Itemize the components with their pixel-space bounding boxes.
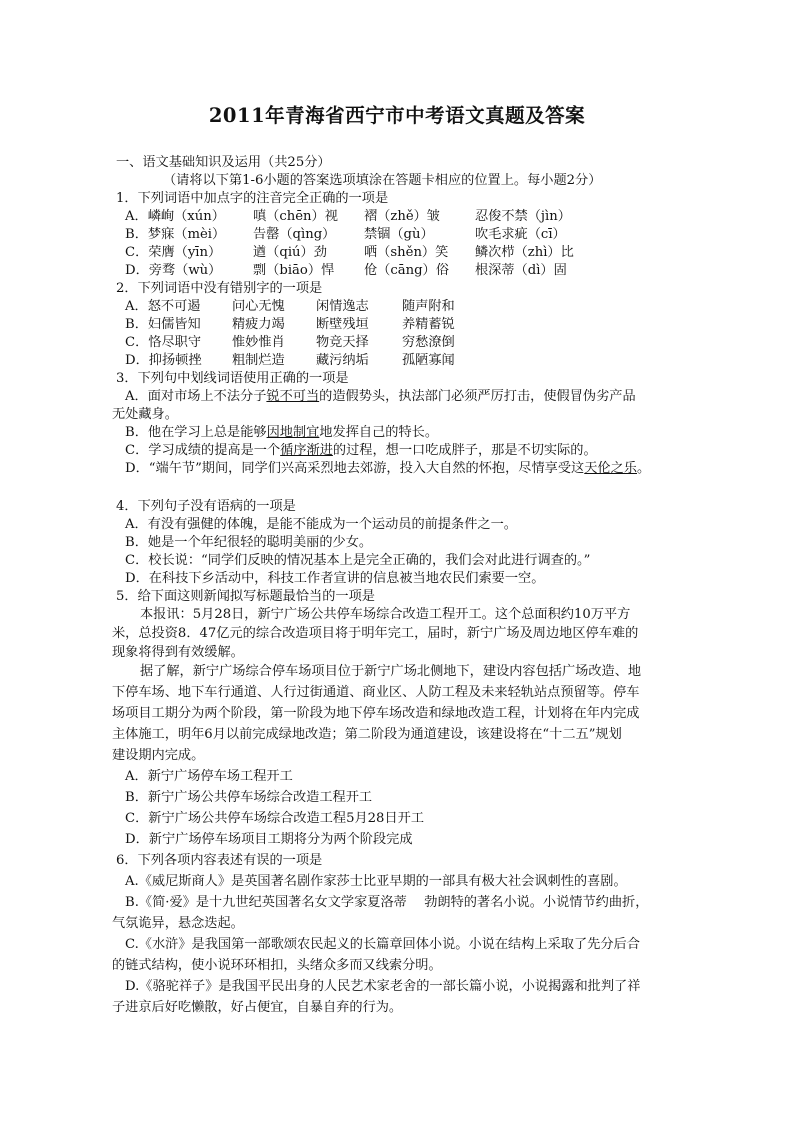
news-paragraph-2-line-4: 主体施工，明年6月以前完成绿地改造；第二阶段为通道建设，该建设将在“十二五”规划 bbox=[112, 727, 622, 742]
question-4-option-b: B．她是一个年纪很轻的聪明美丽的少女。 bbox=[125, 535, 373, 550]
news-paragraph-2-line-1: 据了解，新宁广场综合停车场项目位于新宁广场北侧地下，建设内容包括广场改造、地 bbox=[140, 664, 642, 679]
news-paragraph-2-line-2: 下停车场、地下车行通道、人行过街通道、商业区、人防工程及未来轻轨站点预留等。停车 bbox=[112, 685, 640, 700]
question-3-stem: 3．下列句中划线词语使用正确的一项是 bbox=[116, 371, 349, 386]
question-2-stem: 2．下列词语中没有错别字的一项是 bbox=[116, 281, 323, 296]
question-4-option-a: A．有没有强健的体魄，是能不能成为一个运动员的前提条件之一。 bbox=[125, 517, 517, 532]
question-2-option-row-3-col-1: C．恪尽职守 bbox=[125, 335, 202, 350]
question-2-option-row-1-col-1: A．怒不可遏 bbox=[125, 299, 201, 314]
question-2-option-row-2-col-1: B．妇儒皆知 bbox=[125, 317, 201, 332]
question-1-option-row-3-col-4: 鳞次栉（zhì）比 bbox=[475, 245, 574, 260]
question-1-option-row-4-col-3: 伧（cāng）俗 bbox=[364, 263, 449, 278]
question-1-option-row-1-col-1: A．嶙峋（xún） bbox=[125, 209, 225, 224]
question-1-option-row-3-col-1: C．荣膺（yīn） bbox=[125, 245, 222, 260]
question-3-option-a-cont: 无处藏身。 bbox=[112, 407, 178, 422]
document-title: 2011年青海省西宁市中考语文真题及答案 bbox=[208, 104, 586, 127]
question-2-option-row-4-col-1: D．抑扬顿挫 bbox=[125, 353, 202, 368]
question-1-option-row-1-col-4: 忍俊不禁（jìn） bbox=[475, 209, 571, 224]
question-2-option-row-2-col-4: 养精蓄锐 bbox=[402, 317, 455, 332]
question-3-option-a: A．面对市场上不法分子锐不可当的造假势头，执法部门必须严厉打击，使假冒伪劣产品 bbox=[125, 389, 636, 404]
question-1-option-row-2-col-3: 禁锢（gù） bbox=[364, 227, 434, 242]
question-6-option-a: A.《威尼斯商人》是英国著名剧作家莎士比亚早期的一部具有极大社会讽刺性的喜剧。 bbox=[125, 874, 627, 889]
question-4-option-c: C．校长说：“同学们反映的情况基本上是完全正确的，我们会对此进行调查的。” bbox=[125, 553, 591, 568]
question-1-option-row-4-col-4: 根深蒂（dì）固 bbox=[475, 263, 567, 278]
question-4-stem: 4．下列句子没有语病的一项是 bbox=[116, 499, 296, 514]
news-paragraph-1-line-2: 米，总投资8．47亿元的综合改造项目将于明年完工，届时，新宁广场及周边地区停车难的 bbox=[112, 626, 639, 641]
question-1-stem: 1．下列词语中加点字的注音完全正确的一项是 bbox=[116, 191, 389, 206]
question-6-option-c: C.《水浒》是我国第一部歌颂农民起义的长篇章回体小说。小说在结构上采取了先分后合 bbox=[125, 937, 640, 952]
question-1-option-row-2-col-1: B．梦寐（mèi） bbox=[125, 227, 226, 242]
question-6-option-c-cont: 的链式结构，使小说环环相扣，头绪众多而又线索分明。 bbox=[112, 958, 442, 973]
question-2-option-row-2-col-2: 精疲力竭 bbox=[232, 317, 285, 332]
question-2-option-row-3-col-4: 穷愁潦倒 bbox=[402, 335, 455, 350]
question-1-option-row-3-col-3: 哂（shěn）笑 bbox=[364, 245, 449, 260]
question-1-option-row-4-col-2: 剽（biāo）悍 bbox=[253, 263, 335, 278]
question-2-option-row-4-col-3: 藏污纳垢 bbox=[316, 353, 369, 368]
question-2-option-row-3-col-3: 物竞天择 bbox=[316, 335, 369, 350]
question-6-option-d-cont: 子进京后好吃懒散，好占便宜，自暴自弃的行为。 bbox=[112, 1000, 403, 1015]
question-3-option-d: D．“端午节”期间，同学们兴高采烈地去郊游，投入大自然的怀抱，尽情享受这天伦之乐。 bbox=[125, 461, 651, 476]
question-1-option-row-4-col-1: D．旁骛（wù） bbox=[125, 263, 222, 278]
question-6-option-b-cont: 气氛诡异，悬念迭起。 bbox=[112, 916, 244, 931]
section-instruction: （请将以下第1-6小题的答案选项填涂在答题卡相应的位置上。每小题2分） bbox=[163, 173, 602, 188]
question-1-option-row-1-col-3: 褶（zhě）皱 bbox=[364, 209, 440, 224]
news-paragraph-2-line-5: 建设期内完成。 bbox=[112, 748, 205, 763]
question-5-stem: 5．给下面这则新闻拟写标题最恰当的一项是 bbox=[116, 589, 375, 604]
section-heading: 一、语文基础知识及运用（共25分） bbox=[116, 155, 331, 170]
news-paragraph-1-line-1: 本报讯：5月28日，新宁广场公共停车场综合改造工程开工。这个总面积约10万平方 bbox=[140, 607, 631, 622]
news-paragraph-2-line-3: 场项目工期分为两个阶段，第一阶段为地下停车场改造和绿地改造工程，计划将在年内完成 bbox=[112, 706, 640, 721]
question-1-option-row-3-col-2: 遒（qiú）劲 bbox=[253, 245, 327, 260]
question-6-option-b: B.《简·爱》是十九世纪英国著名女文学家夏洛蒂 勃朗特的著名小说。小说情节约曲折， bbox=[125, 895, 649, 910]
question-6-option-d: D.《骆驼祥子》是我国平民出身的人民艺术家老舍的一部长篇小说，小说揭露和批判了祥 bbox=[125, 979, 641, 994]
question-4-option-d: D．在科技下乡活动中，科技工作者宣讲的信息被当地农民们索要一空。 bbox=[125, 571, 545, 586]
question-6-stem: 6．下列各项内容表述有误的一项是 bbox=[116, 853, 323, 868]
question-1-option-row-2-col-4: 吹毛求疵（cī） bbox=[475, 227, 566, 242]
question-1-option-row-1-col-2: 嗔（chēn）视 bbox=[253, 209, 338, 224]
question-5-option-c: C．新宁广场公共停车场综合改造工程5月28日开工 bbox=[125, 811, 425, 826]
question-5-option-d: D．新宁广场停车场项目工期将分为两个阶段完成 bbox=[125, 832, 413, 847]
question-2-option-row-2-col-3: 断壁残垣 bbox=[316, 317, 369, 332]
news-paragraph-1-line-3: 现象将得到有效缓解。 bbox=[112, 645, 244, 660]
question-2-option-row-4-col-4: 孤陋寡闻 bbox=[402, 353, 455, 368]
question-2-option-row-4-col-2: 粗制烂造 bbox=[232, 353, 285, 368]
question-2-option-row-1-col-3: 闲情逸志 bbox=[316, 299, 369, 314]
question-2-option-row-1-col-4: 随声附和 bbox=[402, 299, 455, 314]
question-3-option-c: C．学习成绩的提高是一个循序渐进的过程，想一口吃成胖子，那是不切实际的。 bbox=[125, 443, 597, 458]
question-5-option-a: A．新宁广场停车场工程开工 bbox=[125, 769, 293, 784]
question-2-option-row-3-col-2: 惟妙惟肖 bbox=[232, 335, 285, 350]
question-5-option-b: B．新宁广场公共停车场综合改造工程开工 bbox=[125, 790, 373, 805]
question-1-option-row-2-col-2: 告罄（qìng） bbox=[253, 227, 336, 242]
question-3-option-b: B．他在学习上总是能够因地制宜地发挥自己的特长。 bbox=[125, 425, 439, 440]
question-2-option-row-1-col-2: 问心无愧 bbox=[232, 299, 285, 314]
